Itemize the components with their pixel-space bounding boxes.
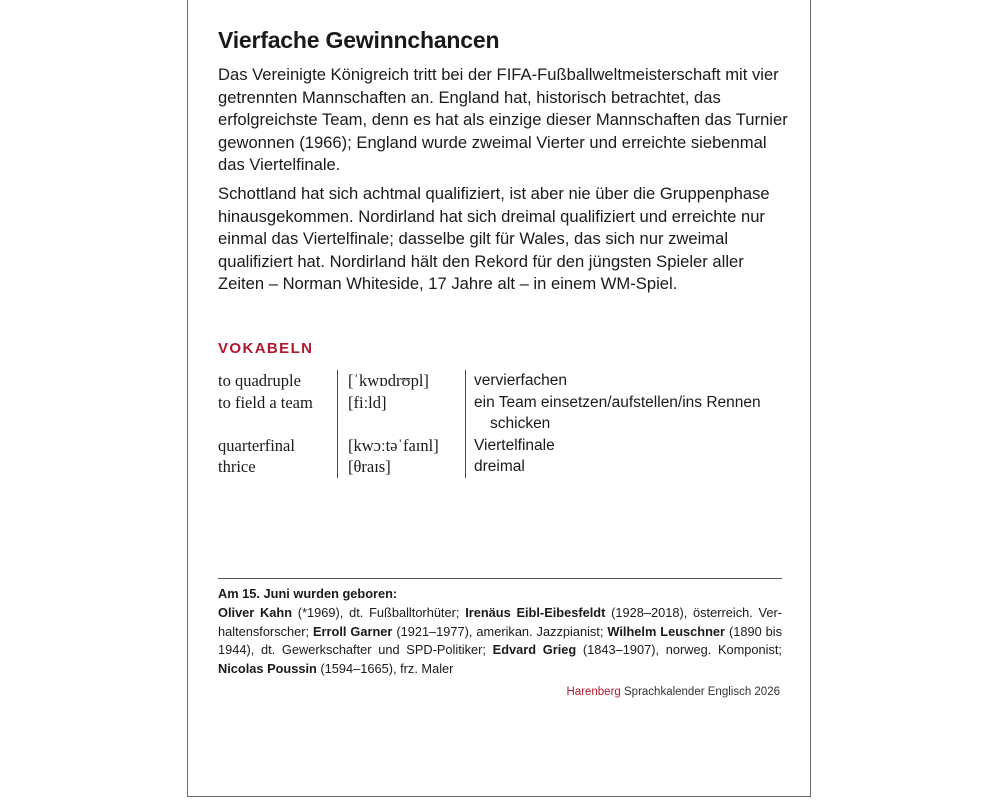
vocab-german-text: dreimal — [474, 458, 525, 475]
vocab-english: to quadruple — [218, 371, 301, 390]
vocab-row — [218, 456, 793, 478]
vocab-german — [465, 435, 793, 457]
vocab-german — [465, 456, 793, 478]
vocab-english: to field a team — [218, 392, 313, 412]
person-info: (1843–1907), norweg. Komponist; — [576, 642, 782, 657]
person-name: Wilhelm Leuschner — [607, 623, 726, 639]
calendar-page — [187, 0, 811, 797]
vocab-german-text: Viertelfinale — [474, 436, 555, 454]
vocab-german-text: ein Team einsetzen/aufstellen/ins Rennen — [474, 393, 761, 411]
publisher-brand: Harenberg — [566, 686, 621, 698]
vocab-german — [465, 392, 793, 435]
footer-credit — [566, 686, 780, 698]
vocab-row — [218, 370, 793, 392]
vocab-heading: VOKABELN — [218, 340, 314, 357]
vocab-phonetic: [ˈkwɒdrʊpl] — [337, 370, 465, 392]
paragraph-2: Schottland hat sich achtmal qualifiziert, ist aber nie über die Gruppenphase hinausgekommen. Nordirland hat sich dreimal qualifiziert und erreichte nur einmal das Viertelfinale; dasselbe gilt für Wales, das sich nur zweimal qualifiziert hat. Nordirland hält den Rekord für den jüngsten Spieler aller Zeiten – Norman Whiteside, 17 Jahre alt – in einem WM-Spiel. — [218, 183, 770, 294]
person-info: (*1969), dt. Fußballtorhüter; — [292, 605, 466, 620]
paragraph-1: Das Vereinigte Königreich tritt bei der FIFA-Fußballweltmeisterschaft mit vier getrennten Mannschaften an. England hat, historisch betrachtet, das erfolgreichste Team, denn es hat als einzige dieser Mannschaften das Turnier gewonnen (1966); England wurde zweimal Vierter und erreichte siebenmal das Viertelfinale. — [218, 65, 788, 175]
person-name: Oliver Kahn — [218, 605, 293, 620]
vocab-german-continuation: schicken — [490, 415, 551, 432]
births-heading: Am 15. Juni wurden geboren: — [218, 586, 398, 601]
vocab-phonetic: [θraɪs] — [337, 456, 465, 478]
person-info: (1928–2018), österreich. Verhaltensforscher; — [218, 605, 782, 639]
vocab-phonetic: [kwɔːtəˈfaɪnl] — [337, 435, 465, 457]
vocab-row — [218, 435, 793, 457]
person-info: (1921–1977), amerikan. Jazzpianist; — [392, 623, 608, 639]
vocab-english: thrice — [218, 457, 256, 476]
publication-title: Sprachkalender Englisch 2026 — [620, 686, 780, 698]
page-title: Vierfache Gewinnchancen — [218, 27, 500, 53]
vocab-english: quarterfinal — [218, 435, 295, 455]
article-body — [218, 64, 793, 302]
person-name: Nicolas Poussin — [218, 660, 317, 676]
vocab-german — [465, 370, 793, 392]
vocab-row — [218, 392, 793, 435]
vocab-phonetic: [fiːld] — [337, 392, 465, 435]
vocab-german-text: vervierfachen — [474, 372, 568, 389]
person-name: Edvard Grieg — [492, 642, 577, 657]
person-info: (1890 bis 1944), dt. Gewerkschafter und SPD-Politiker; — [218, 623, 783, 657]
divider — [218, 578, 782, 579]
vocab-table — [218, 370, 793, 478]
person-name: Erroll Garner — [313, 623, 393, 639]
person-name: Irenäus Eibl-Eibesfeldt — [465, 605, 606, 620]
person-info: (1594–1665), frz. Maler — [316, 660, 454, 676]
births-list — [218, 604, 782, 678]
